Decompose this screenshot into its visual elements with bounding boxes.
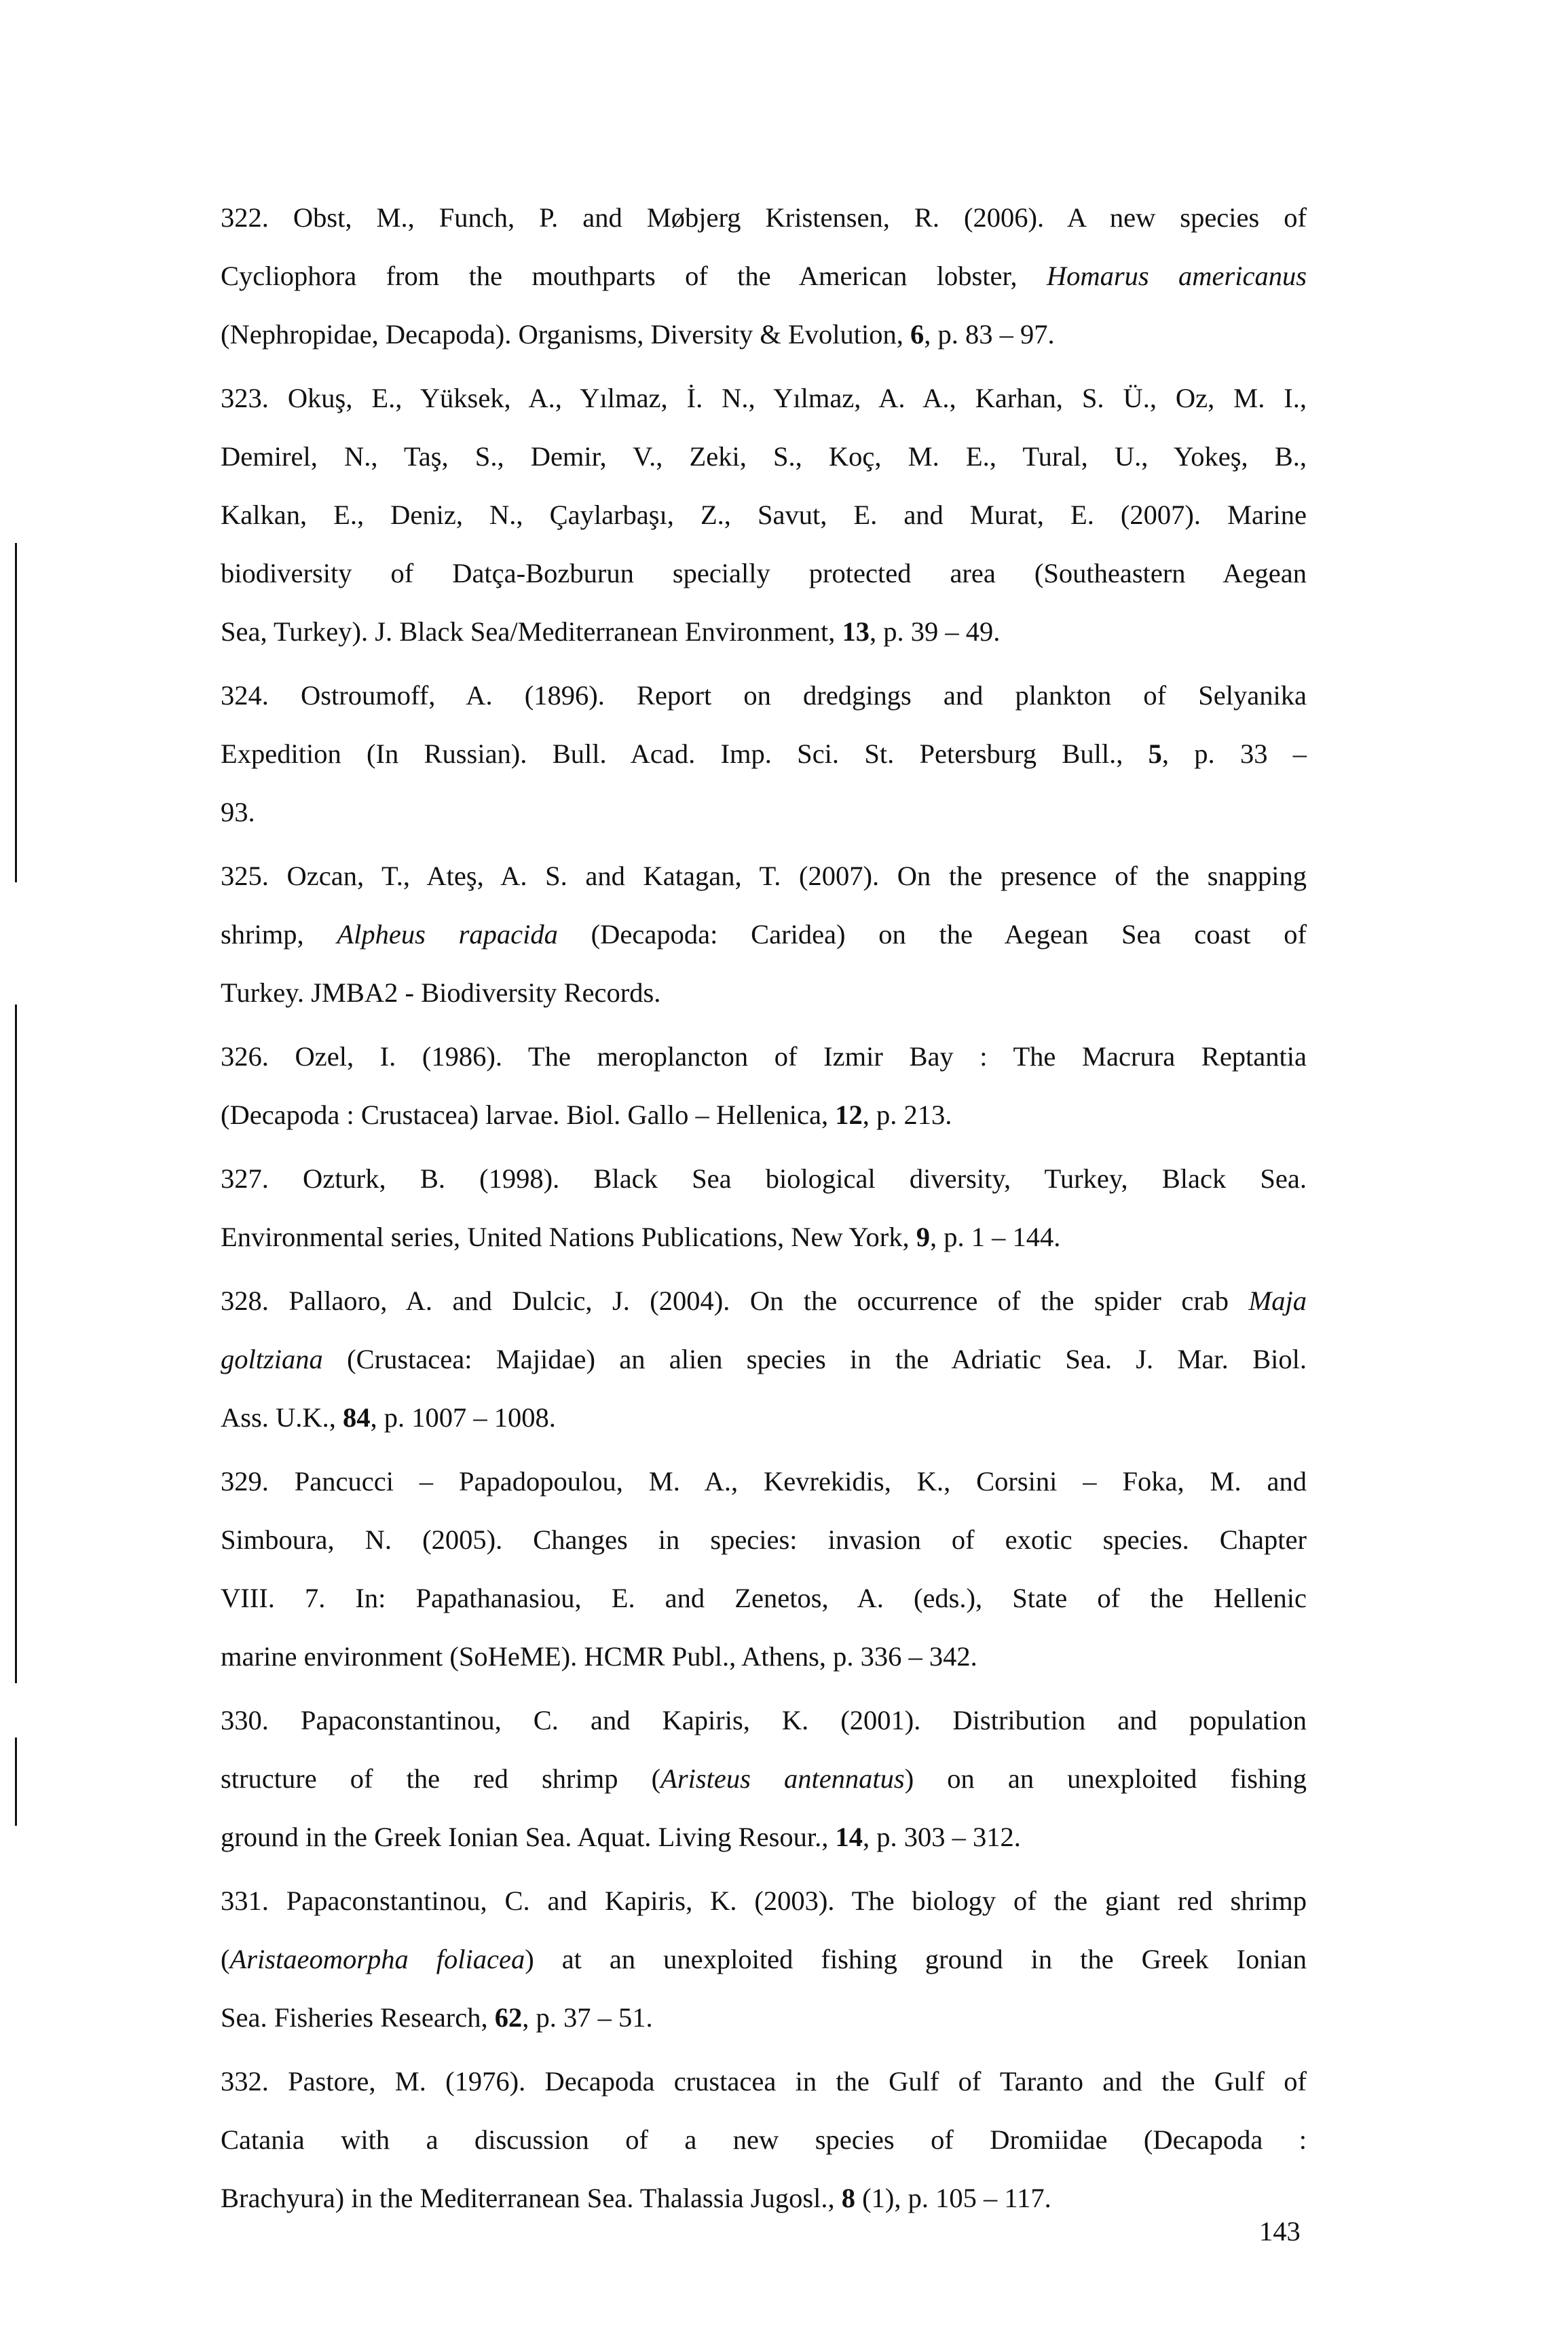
reference-line [221,603,1307,661]
reference-line [221,2169,1307,2228]
reference-line [221,783,1307,842]
reference-line [221,1750,1307,1808]
text-run: (1), p. 105 – 117. [855,2183,1051,2213]
text-run: Expedition (In Russian). Bull. Acad. Imp. Sci. St. Petersburg Bull., [221,738,1149,769]
reference-entry [221,369,1307,661]
reference-line [221,1272,1307,1330]
italic-species-name: Homarus americanus [1046,261,1307,291]
text-run: Catania with a discussion of a new species of Dromiidae (Decapoda : [221,2124,1307,2155]
text-run: 323. Okuş, E., Yüksek, A., Yılmaz, İ. N., Yılmaz, A. A., Karhan, S. Ü., Oz, M. I., [221,383,1307,413]
bold-volume-number: 5 [1148,738,1162,769]
text-run: 330. Papaconstantinou, C. and Kapiris, K. (2001). Distribution and population [221,1705,1307,1735]
text-run: biodiversity of Datça-Bozburun specially protected area (Southeastern Aegean [221,558,1307,588]
reference-entry [221,1452,1307,1686]
reference-line [221,1808,1307,1866]
italic-species-name: Aristaeomorpha foliacea [229,1944,525,1974]
text-run: (Decapoda: Caridea) on the Aegean Sea coast of [557,919,1307,950]
text-run: Ass. U.K., [221,1402,343,1433]
reference-entry [221,1150,1307,1266]
text-run: , p. 37 – 51. [522,2002,653,2033]
reference-line [221,1930,1307,1989]
reference-line [221,1208,1307,1266]
text-run: (Crustacea: Majidae) an alien species in the Adriatic Sea. J. Mar. Biol. [322,1344,1307,1374]
scan-edge-line [15,1004,17,1683]
text-run: 322. Obst, M., Funch, P. and Møbjerg Kristensen, R. (2006). A new species of [221,202,1307,233]
text-run: structure of the red shrimp ( [221,1763,661,1794]
bold-volume-number: 13 [842,616,870,647]
reference-line [221,1086,1307,1144]
bold-volume-number: 62 [494,2002,523,2033]
reference-entry [221,1691,1307,1866]
text-run: Kalkan, E., Deniz, N., Çaylarbaşı, Z., Savut, E. and Murat, E. (2007). Marine [221,500,1307,530]
reference-entry [221,189,1307,364]
reference-line [221,1452,1307,1511]
reference-entry [221,1872,1307,2047]
reference-entry [221,1272,1307,1447]
text-run: Turkey. JMBA2 - Biodiversity Records. [221,977,661,1008]
reference-line [221,486,1307,544]
scan-edge-line [15,1738,17,1826]
text-run: VIII. 7. In: Papathanasiou, E. and Zenetos, A. (eds.), State of the Hellenic [221,1583,1307,1613]
text-run: ( [221,1944,230,1974]
text-run: , p. 213. [862,1100,952,1130]
text-run: ground in the Greek Ionian Sea. Aquat. Living Resour., [221,1822,836,1852]
reference-line [221,1511,1307,1569]
reference-line [221,1150,1307,1208]
reference-line [221,1628,1307,1686]
bold-volume-number: 6 [910,319,925,350]
text-run: (Nephropidae, Decapoda). Organisms, Diversity & Evolution, [221,319,911,350]
text-run: , p. 303 – 312. [862,1822,1021,1852]
italic-species-name: goltziana [221,1344,323,1374]
text-run: 328. Pallaoro, A. and Dulcic, J. (2004). On the occurrence of the spider crab [221,1285,1249,1316]
reference-line [221,428,1307,486]
bold-volume-number: 12 [835,1100,863,1130]
text-run: Cycliophora from the mouthparts of the American lobster, [221,261,1047,291]
reference-line [221,1330,1307,1389]
text-run: Demirel, N., Taş, S., Demir, V., Zeki, S., Koç, M. E., Tural, U., Yokeş, B., [221,441,1307,472]
reference-line [221,544,1307,603]
reference-line [221,1691,1307,1750]
page-number: 143 [1259,2216,1301,2247]
text-run: Sea, Turkey). J. Black Sea/Mediterranean Environment, [221,616,842,647]
reference-line [221,666,1307,725]
scan-edge-line [15,543,17,882]
text-run: shrimp, [221,919,337,950]
text-run: ) at an unexploited fishing ground in the Greek Ionian [525,1944,1307,1974]
reference-entry [221,847,1307,1022]
reference-line [221,1872,1307,1930]
reference-list [221,189,1307,2233]
bold-volume-number: 9 [916,1222,931,1252]
reference-line [221,964,1307,1022]
text-run: Sea. Fisheries Research, [221,2002,495,2033]
text-run: ) on an unexploited fishing [904,1763,1307,1794]
reference-line [221,305,1307,364]
reference-line [221,1389,1307,1447]
reference-entry [221,1028,1307,1144]
reference-entry [221,666,1307,842]
reference-entry [221,2052,1307,2228]
italic-species-name: Aristeus antennatus [660,1763,905,1794]
text-run: Brachyura) in the Mediterranean Sea. Thalassia Jugosl., [221,2183,842,2213]
text-run: 331. Papaconstantinou, C. and Kapiris, K. (2003). The biology of the giant red shrimp [221,1885,1307,1916]
reference-line [221,1569,1307,1628]
bold-volume-number: 14 [835,1822,863,1852]
reference-line [221,189,1307,247]
text-run: 329. Pancucci – Papadopoulou, M. A., Kevrekidis, K., Corsini – Foka, M. and [221,1466,1307,1497]
reference-line [221,725,1307,783]
text-run: marine environment (SoHeME). HCMR Publ., Athens, p. 336 – 342. [221,1641,977,1672]
text-run: 325. Ozcan, T., Ateş, A. S. and Katagan, T. (2007). On the presence of the snapping [221,861,1307,891]
reference-line [221,2052,1307,2111]
italic-species-name: Maja [1248,1285,1307,1316]
text-run: , p. 1 – 144. [930,1222,1061,1252]
reference-line [221,1989,1307,2047]
text-run: 326. Ozel, I. (1986). The meroplancton of Izmir Bay : The Macrura Reptantia [221,1041,1307,1072]
reference-line [221,905,1307,964]
bold-volume-number: 8 [841,2183,855,2213]
text-run: Simboura, N. (2005). Changes in species: invasion of exotic species. Chapter [221,1524,1307,1555]
reference-line [221,2111,1307,2169]
reference-line [221,847,1307,905]
reference-line [221,369,1307,428]
reference-line [221,1028,1307,1086]
text-run: , p. 1007 – 1008. [370,1402,556,1433]
text-run: Environmental series, United Nations Publications, New York, [221,1222,916,1252]
reference-line [221,247,1307,305]
text-run: 332. Pastore, M. (1976). Decapoda crustacea in the Gulf of Taranto and the Gulf of [221,2066,1307,2097]
text-run: 327. Ozturk, B. (1998). Black Sea biological diversity, Turkey, Black Sea. [221,1163,1307,1194]
italic-species-name: Alpheus rapacida [337,919,558,950]
text-run: , p. 83 – 97. [924,319,1055,350]
bold-volume-number: 84 [343,1402,371,1433]
text-run: (Decapoda : Crustacea) larvae. Biol. Gallo – Hellenica, [221,1100,836,1130]
text-run: 324. Ostroumoff, A. (1896). Report on dredgings and plankton of Selyanika [221,680,1307,711]
text-run: 93. [221,797,255,827]
text-run: , p. 33 – [1161,738,1307,769]
text-run: , p. 39 – 49. [870,616,1001,647]
